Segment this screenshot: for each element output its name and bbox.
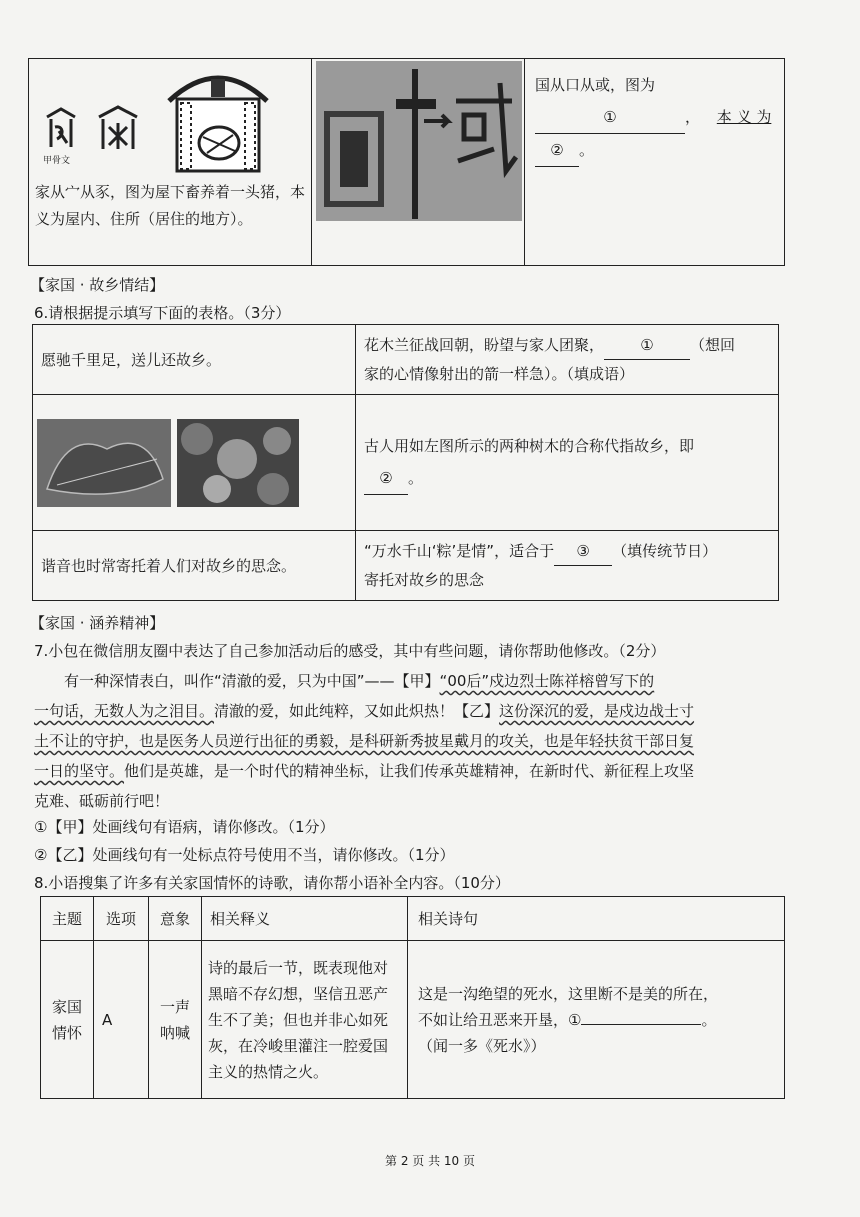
character-table — [28, 58, 785, 266]
q8-header-theme: 主题 — [41, 897, 94, 941]
q7-jia-sentence-2: 一句话，无数人为之泪目。 — [34, 702, 215, 720]
q6-blank-3: ③ — [554, 537, 612, 566]
q6-row1-right: 花木兰征战回朝，盼望与家人团聚， ① （想回 家的心情像射出的箭一样急）。（填成语） — [356, 325, 779, 395]
q8-option: A — [94, 941, 149, 1099]
q8-header-option: 选项 — [94, 897, 149, 941]
q6-row2-right: 古人用如左图所示的两种树木的合称代指故乡，即 ② 。 — [356, 395, 779, 531]
house-pig-image — [163, 61, 273, 173]
guo-evolution-image — [316, 61, 522, 221]
q7-yi-sentence-1: 这份深沉的爱，是戍边战士寸 — [499, 702, 695, 720]
q6-blank-1: ① — [604, 331, 690, 360]
q8-header-explain: 相关释义 — [202, 897, 408, 941]
page-footer: 第 2 页 共 10 页 — [385, 1154, 475, 1168]
bronze-glyph-image — [95, 105, 141, 155]
guo-text-cell — [525, 59, 785, 266]
q7-title: 7.小包在微信朋友圈中表达了自己参加活动后的感受，其中有些问题，请你帮助他修改。（2分） — [34, 642, 666, 660]
guo-image-cell — [312, 59, 525, 266]
q8-explain: 诗的最后一节，既表现他对黑暗不存幻想，坚信丑恶产生不了美；但也并非心如死灰，在冷峻里灌注一腔爱国主义的热情之火。 — [202, 941, 408, 1099]
q7-subq2: ②【乙】处画线句有一处标点符号使用不当，请你修改。（1分） — [34, 846, 455, 864]
guo-end: 。 — [579, 141, 595, 159]
q8-header-image: 意象 — [149, 897, 202, 941]
q6-blank-2: ② — [364, 462, 408, 495]
section-homesick: 【家国 · 故乡情结】 — [30, 276, 165, 294]
q6-row1-left: 愿驰千里足，送儿还故乡。 — [33, 325, 356, 395]
q8-theme: 家国情怀 — [41, 941, 94, 1099]
q7-yi-sentence-3: 一日的坚守。 — [34, 762, 125, 780]
jia-glyph-images — [35, 59, 305, 177]
guo-line1: 国从口从或，图为 — [535, 76, 656, 94]
q8-blank-1 — [581, 1024, 701, 1025]
q6-row3-right: “万水千山‘粽’是情”，适合于 ③ （填传统节日） 寄托对故乡的思念 — [356, 531, 779, 601]
guo-blank-1: ① — [535, 101, 685, 134]
q7-passage: 有一种深情表白，叫作“清澈的爱，只为中国”——【甲】“00后”戍边烈士陈祥榕曾写下的 一句话，无数人为之泪目。清澈的爱，如此纯粹，又如此炽热！【乙】这份深沉的爱，是戍边战士寸 土不让的守护，也是医务人员逆行出征的勇毅，是科研新秀披星戴月的攻关，也是年轻扶贫干部日复 一日的坚守。他们是英雄，是一个时代的精神坐标，让我们传承英雄精神，在新时代、新征程上攻坚 克难、砥砺前行吧！ — [34, 672, 695, 810]
q8-title: 8.小语搜集了许多有关家国情怀的诗歌，请你帮小语补全内容。（10分） — [34, 874, 510, 892]
q8-poem-cell: 这是一沟绝望的死水，这里断不是美的所在， 不如让给丑恶来开垦，① 。 （闻一多《死水》） — [408, 941, 785, 1099]
q6-trees-images — [37, 419, 351, 507]
oracle-glyph-image — [41, 107, 81, 157]
guo-benyi: 本 义 为 — [716, 108, 772, 126]
q7-jia-sentence-1: “00后”戍边烈士陈祥榕曾写下的 — [439, 672, 655, 690]
catalpa-tree-image — [177, 419, 299, 507]
jia-description: 家从宀从豕，图为屋下畜养着一头猪，本义为屋内、住所（居住的地方）。 — [35, 183, 306, 228]
jiaguwen-label: 甲骨文 — [43, 156, 71, 166]
jia-cell — [29, 59, 312, 266]
q6-table — [32, 324, 779, 601]
q8-image: 一声呐喊 — [149, 941, 202, 1099]
guo-comma: ， — [685, 108, 701, 126]
section-spirit: 【家国 · 涵养精神】 — [30, 614, 165, 632]
q8-table — [40, 896, 785, 1099]
guo-blank-2: ② — [535, 134, 579, 167]
q6-trees-cell — [33, 395, 356, 531]
q8-header-poem: 相关诗句 — [408, 897, 785, 941]
q6-row3-left: 谐音也时常寄托着人们对故乡的思念。 — [33, 531, 356, 601]
q6-title: 6.请根据提示填写下面的表格。（3分） — [34, 304, 291, 322]
q7-yi-sentence-2: 土不让的守护，也是医务人员逆行出征的勇毅，是科研新秀披星戴月的攻关，也是年轻扶贫干部日复 — [34, 732, 695, 750]
mulberry-leaf-image — [37, 419, 171, 507]
q7-subq1: ①【甲】处画线句有语病，请你修改。（1分） — [34, 818, 335, 836]
